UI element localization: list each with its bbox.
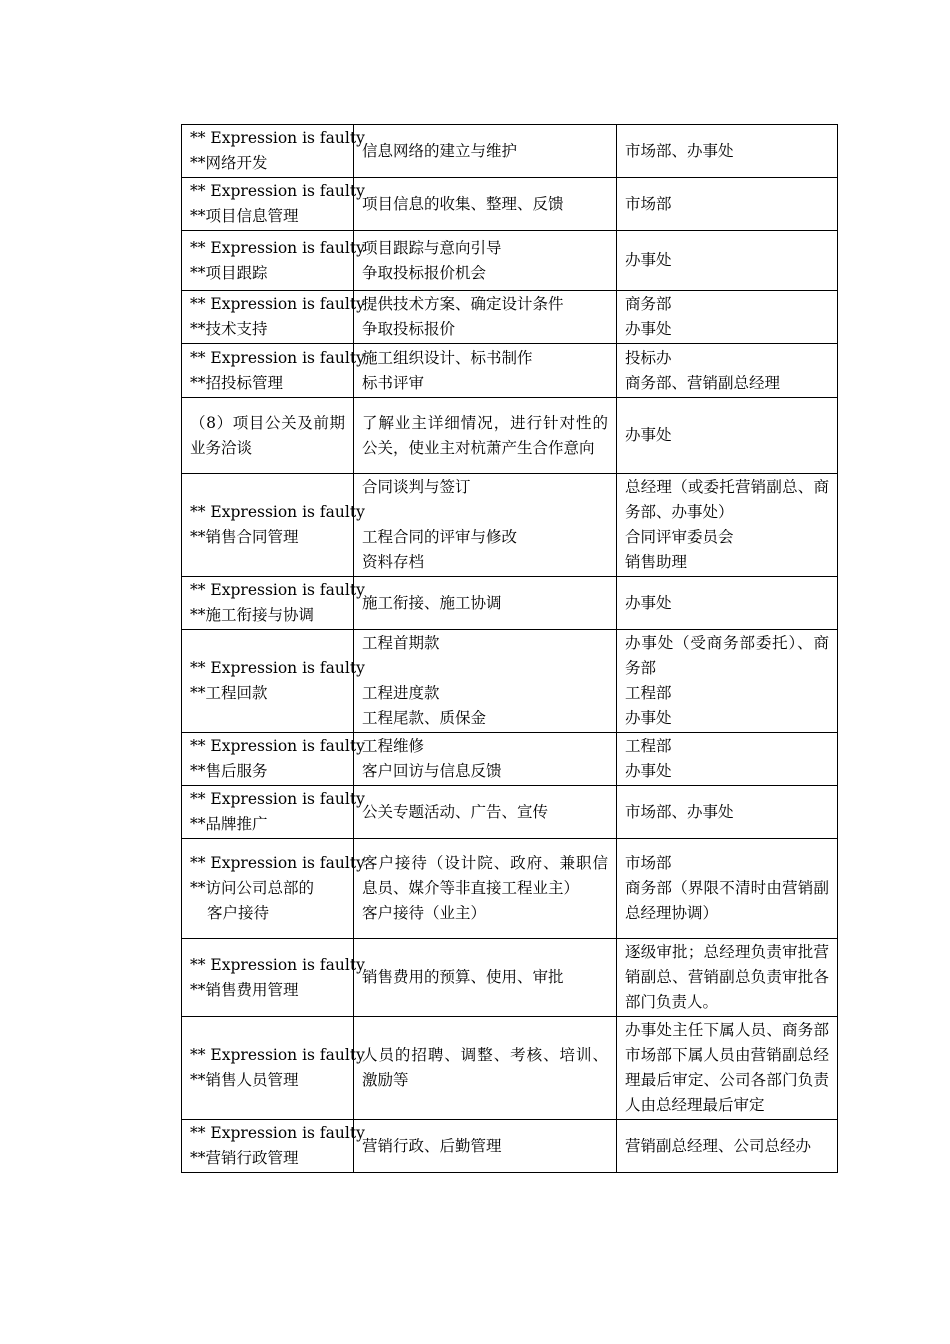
task-text: ** Expression is faulty — [190, 129, 365, 147]
task-text: **网络开发 — [190, 154, 268, 172]
content-text: 工程首期款 — [362, 634, 440, 652]
department-cell — [617, 786, 838, 839]
task-cell — [182, 1120, 365, 1173]
department-text: 办事处（受商务部委托）、商务部 — [625, 634, 829, 677]
department-cell — [617, 939, 838, 1017]
table-row — [182, 398, 838, 474]
task-text: **销售人员管理 — [190, 1071, 299, 1089]
department-text: 商务部（界限不清时由营销副总经理协调） — [625, 879, 829, 922]
table-row — [182, 344, 838, 398]
task-text: ** Expression is faulty — [190, 348, 365, 367]
content-cell — [354, 398, 617, 474]
task-cell — [182, 939, 365, 1017]
task-cell — [182, 178, 365, 231]
content-text: 销售费用的预算、使用、审批 — [362, 968, 564, 986]
task-cell — [182, 577, 365, 630]
task-text: ** Expression is faulty — [190, 790, 365, 808]
task-text: **品牌推广 — [190, 815, 268, 833]
department-cell — [617, 1120, 838, 1173]
content-text: 争取投标报价 — [362, 320, 456, 338]
department-text: 合同评审委员会 — [625, 528, 734, 546]
content-cell — [354, 839, 617, 939]
department-cell — [617, 398, 838, 474]
content-cell — [354, 577, 617, 630]
department-cell — [617, 839, 838, 939]
content-text: 争取投标报价机会 — [362, 263, 487, 282]
content-text: 了解业主详细情况，进行针对性的公关，使业主对杭萧产生合作意向 — [362, 413, 608, 457]
content-cell — [354, 344, 617, 398]
task-text: **销售费用管理 — [190, 980, 299, 999]
department-text: 商务部、营销副总经理 — [625, 373, 781, 392]
department-cell — [617, 231, 838, 291]
department-cell — [617, 178, 838, 231]
department-text: 市场部、办事处 — [625, 141, 734, 160]
content-text: 合同谈判与签订 — [362, 478, 471, 496]
content-text: 营销行政、后勤管理 — [362, 1136, 502, 1155]
responsibility-table — [181, 124, 838, 1173]
department-text: 办事处 — [625, 251, 672, 269]
department-cell — [617, 125, 838, 178]
task-cell — [182, 839, 365, 939]
department-text: 市场部、办事处 — [625, 802, 734, 821]
content-text: 客户接待（业主） — [362, 904, 487, 922]
department-cell — [617, 344, 838, 398]
department-text: 营销副总经理、公司总经办 — [625, 1136, 812, 1155]
task-text: ** Expression is faulty — [190, 238, 365, 257]
task-text: **售后服务 — [190, 762, 268, 780]
task-cell — [182, 125, 365, 178]
table-row — [182, 1120, 838, 1173]
content-text: 客户回访与信息反馈 — [362, 762, 502, 780]
task-text: ** Expression is faulty — [190, 737, 365, 755]
table-row — [182, 939, 838, 1017]
content-text: 人员的招聘、调整、考核、培训、激励等 — [362, 1046, 608, 1089]
task-cell — [182, 291, 365, 344]
task-text: ** Expression is faulty — [190, 503, 365, 521]
task-text: **访问公司总部的 — [190, 879, 315, 897]
department-text: 市场部 — [625, 194, 672, 213]
task-cell — [182, 231, 365, 291]
department-text: 办事处主任下属人员、商务部市场部下属人员由营销副总经理最后审定、公司各部门负责人由总经理最后审定 — [625, 1021, 829, 1114]
content-text: 项目跟踪与意向引导 — [362, 238, 502, 257]
task-text: **营销行政管理 — [190, 1149, 299, 1167]
content-text: 标书评审 — [362, 373, 425, 392]
task-text: ** Expression is faulty — [190, 1124, 365, 1142]
task-cell — [182, 733, 365, 786]
task-text: ** Expression is faulty — [190, 955, 365, 974]
task-text: **施工衔接与协调 — [190, 606, 315, 624]
task-cell — [182, 630, 365, 733]
task-cell — [182, 474, 365, 577]
content-cell — [354, 125, 617, 178]
table-row — [182, 839, 838, 939]
content-cell — [354, 178, 617, 231]
task-text: **工程回款 — [190, 684, 268, 702]
task-text: ** Expression is faulty — [190, 854, 365, 872]
content-cell — [354, 733, 617, 786]
department-cell — [617, 1017, 838, 1120]
table-row — [182, 1017, 838, 1120]
table-row — [182, 474, 838, 577]
department-cell — [617, 733, 838, 786]
table-row — [182, 577, 838, 630]
department-cell — [617, 291, 838, 344]
table-row — [182, 178, 838, 231]
department-cell — [617, 630, 838, 733]
content-cell — [354, 630, 617, 733]
department-text: 办事处 — [625, 320, 672, 338]
department-cell — [617, 577, 838, 630]
task-text: **销售合同管理 — [190, 528, 299, 546]
department-text: 办事处 — [625, 593, 672, 612]
content-text: 提供技术方案、确定设计条件 — [362, 295, 564, 313]
department-text: 工程部 — [625, 737, 672, 755]
department-text: 工程部 — [625, 684, 672, 702]
table-row — [182, 231, 838, 291]
task-text: ** Expression is faulty — [190, 1046, 365, 1064]
department-text: 投标办 — [625, 348, 672, 367]
department-text: 办事处 — [625, 762, 672, 780]
task-text: ** Expression is faulty — [190, 295, 365, 313]
department-text: 办事处 — [625, 709, 672, 727]
department-text: 市场部 — [625, 854, 672, 872]
content-cell — [354, 1120, 617, 1173]
content-text: 工程尾款、质保金 — [362, 709, 487, 727]
task-text: ** Expression is faulty — [190, 659, 365, 677]
content-cell — [354, 474, 617, 577]
content-text: 工程维修 — [362, 737, 425, 755]
department-cell — [617, 474, 838, 577]
table-row — [182, 786, 838, 839]
table-row — [182, 125, 838, 178]
table-row — [182, 291, 838, 344]
table-row — [182, 733, 838, 786]
department-text: 逐级审批；总经理负责审批营销副总、营销副总负责审批各部门负责人。 — [625, 943, 829, 1011]
content-cell — [354, 786, 617, 839]
task-cell — [182, 1017, 365, 1120]
content-text: 客户接待（设计院、政府、兼职信息员、媒介等非直接工程业主） — [362, 854, 608, 897]
task-text: **技术支持 — [190, 320, 268, 338]
content-text: 工程合同的评审与修改 — [362, 528, 518, 546]
department-text: 总经理（或委托营销副总、商务部、办事处） — [625, 478, 829, 521]
content-text: 资料存档 — [362, 553, 425, 571]
task-cell — [182, 398, 354, 474]
table-row — [182, 630, 838, 733]
department-text: 办事处 — [625, 426, 672, 444]
task-cell — [182, 344, 365, 398]
content-cell — [354, 1017, 617, 1120]
task-text: ** Expression is faulty — [190, 581, 365, 599]
content-text: 项目信息的收集、整理、反馈 — [362, 194, 564, 213]
task-text: 客户接待 — [207, 904, 270, 922]
task-cell — [182, 786, 365, 839]
task-text: **招投标管理 — [190, 373, 284, 392]
task-text: （8）项目公关及前期业务洽谈 — [190, 413, 345, 457]
content-cell — [354, 291, 617, 344]
content-cell — [354, 231, 617, 291]
content-text: 公关专题活动、广告、宣传 — [362, 802, 549, 821]
task-text: ** Expression is faulty — [190, 182, 365, 200]
content-text: 信息网络的建立与维护 — [362, 141, 518, 160]
blank-line — [362, 500, 608, 525]
department-text: 商务部 — [625, 295, 672, 313]
content-text: 施工衔接、施工协调 — [362, 593, 502, 612]
blank-line — [362, 656, 608, 681]
content-cell — [354, 939, 617, 1017]
content-text: 工程进度款 — [362, 684, 440, 702]
department-text: 销售助理 — [625, 553, 688, 571]
task-text: **项目信息管理 — [190, 207, 299, 225]
task-text: **项目跟踪 — [190, 263, 268, 282]
content-text: 施工组织设计、标书制作 — [362, 348, 533, 367]
